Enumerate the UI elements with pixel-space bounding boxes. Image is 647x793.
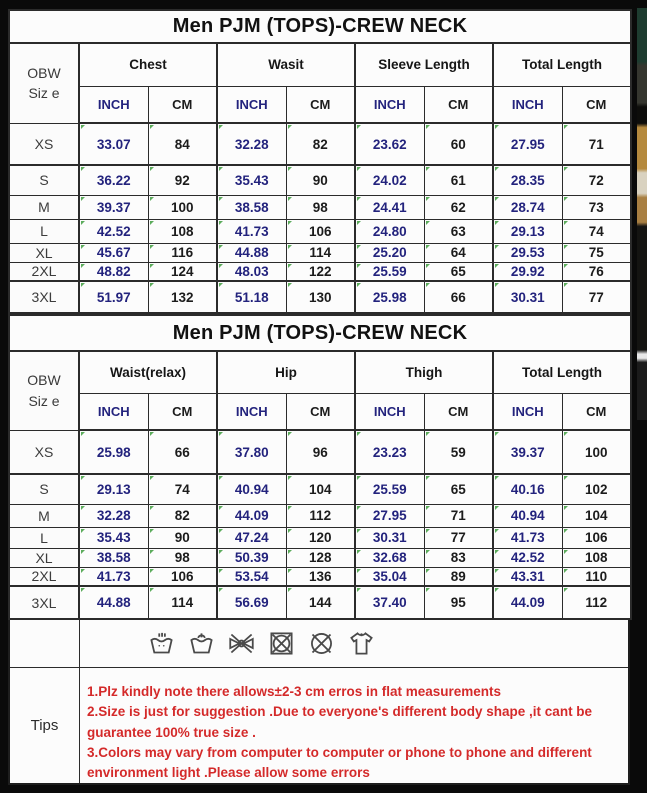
- inch-value-cell: 29.13: [79, 474, 148, 504]
- cm-value-cell: 60: [424, 123, 493, 165]
- cm-value-cell: 132: [148, 281, 217, 313]
- care-row-left-cell: [10, 620, 80, 667]
- inch-value-cell: 25.20: [355, 243, 424, 262]
- cm-value-cell: 96: [286, 430, 355, 474]
- unit-header-inch: INCH: [355, 393, 424, 430]
- table-row: [9, 586, 631, 619]
- size-cell: M: [9, 504, 79, 527]
- cm-value-cell: 72: [562, 165, 631, 195]
- unit-header-inch: INCH: [79, 86, 148, 123]
- cm-value-cell: 114: [148, 586, 217, 619]
- inch-value-cell: 41.73: [217, 219, 286, 243]
- inch-value-cell: 28.74: [493, 195, 562, 219]
- tips-label: Tips: [10, 668, 80, 783]
- inch-value-cell: 42.52: [79, 219, 148, 243]
- cm-value-cell: 114: [286, 243, 355, 262]
- unit-header-cm: CM: [424, 393, 493, 430]
- cm-value-cell: 112: [286, 504, 355, 527]
- inch-value-cell: 35.43: [79, 527, 148, 548]
- unit-header-cm: CM: [286, 393, 355, 430]
- inch-value-cell: 29.13: [493, 219, 562, 243]
- size-chart-sheet: [8, 9, 630, 780]
- table-row: [9, 195, 631, 219]
- inch-value-cell: 25.98: [355, 281, 424, 313]
- inch-value-cell: 40.94: [217, 474, 286, 504]
- tips-text: [80, 668, 628, 783]
- corner-size-label: [9, 43, 79, 123]
- inch-value-cell: 50.39: [217, 548, 286, 567]
- unit-header-inch: INCH: [493, 86, 562, 123]
- group-header-thigh: Thigh: [355, 351, 493, 393]
- group-header-row: [9, 351, 631, 393]
- inch-value-cell: 25.59: [355, 474, 424, 504]
- inch-value-cell: 38.58: [79, 548, 148, 567]
- cm-value-cell: 116: [148, 243, 217, 262]
- inch-value-cell: 25.59: [355, 262, 424, 281]
- cm-value-cell: 106: [148, 567, 217, 586]
- inch-value-cell: 42.52: [493, 548, 562, 567]
- inch-value-cell: 23.62: [355, 123, 424, 165]
- size-cell: XL: [9, 243, 79, 262]
- cm-value-cell: 76: [562, 262, 631, 281]
- inch-value-cell: 27.95: [493, 123, 562, 165]
- title-row: [9, 10, 631, 43]
- table-row: [9, 527, 631, 548]
- inch-value-cell: 44.88: [79, 586, 148, 619]
- unit-header-cm: CM: [286, 86, 355, 123]
- size-cell: 3XL: [9, 281, 79, 313]
- unit-header-cm: CM: [148, 86, 217, 123]
- corner-size-label: [9, 351, 79, 430]
- group-header-total-length: Total Length: [493, 351, 631, 393]
- cm-value-cell: 90: [148, 527, 217, 548]
- size-cell: XS: [9, 430, 79, 474]
- cm-value-cell: 62: [424, 195, 493, 219]
- tip-line-2: 2.Size is just for suggestion .Due to everyone's different body shape ,it cant be guarantee 100% true size .: [87, 704, 593, 740]
- do-not-dry-clean-icon: [308, 630, 335, 657]
- size-cell: XL: [9, 548, 79, 567]
- inch-value-cell: 56.69: [217, 586, 286, 619]
- table-row: [9, 504, 631, 527]
- group-header-sleeve-length: Sleeve Length: [355, 43, 493, 86]
- inch-value-cell: 36.22: [79, 165, 148, 195]
- wash-by-hand-icon: [188, 630, 215, 657]
- cm-value-cell: 61: [424, 165, 493, 195]
- size-table-tops-upper: [8, 9, 632, 314]
- inch-value-cell: 37.80: [217, 430, 286, 474]
- size-cell: L: [9, 219, 79, 243]
- size-cell: 2XL: [9, 262, 79, 281]
- table-row: [9, 548, 631, 567]
- corner-line-2: Siz e: [28, 85, 60, 102]
- inch-value-cell: 37.40: [355, 586, 424, 619]
- cm-value-cell: 59: [424, 430, 493, 474]
- cm-value-cell: 108: [562, 548, 631, 567]
- cm-value-cell: 63: [424, 219, 493, 243]
- cm-value-cell: 108: [148, 219, 217, 243]
- cm-value-cell: 83: [424, 548, 493, 567]
- cm-value-cell: 77: [562, 281, 631, 313]
- cm-value-cell: 130: [286, 281, 355, 313]
- unit-header-inch: INCH: [79, 393, 148, 430]
- inch-value-cell: 39.37: [493, 430, 562, 474]
- photo-edge-strip: [637, 8, 647, 420]
- cm-value-cell: 128: [286, 548, 355, 567]
- cm-value-cell: 104: [562, 504, 631, 527]
- inch-value-cell: 24.02: [355, 165, 424, 195]
- care-symbols: [80, 620, 628, 667]
- inch-value-cell: 44.09: [493, 586, 562, 619]
- inch-value-cell: 45.67: [79, 243, 148, 262]
- unit-header-cm: CM: [148, 393, 217, 430]
- unit-header-cm: CM: [562, 86, 631, 123]
- group-header-chest: Chest: [79, 43, 217, 86]
- unit-header-row: [9, 86, 631, 123]
- inch-value-cell: 35.04: [355, 567, 424, 586]
- cm-value-cell: 75: [562, 243, 631, 262]
- inch-value-cell: 41.73: [79, 567, 148, 586]
- inch-value-cell: 29.53: [493, 243, 562, 262]
- cm-value-cell: 122: [286, 262, 355, 281]
- inch-value-cell: 53.54: [217, 567, 286, 586]
- cm-value-cell: 92: [148, 165, 217, 195]
- inch-value-cell: 33.07: [79, 123, 148, 165]
- cm-value-cell: 98: [148, 548, 217, 567]
- cm-value-cell: 82: [148, 504, 217, 527]
- cm-value-cell: 136: [286, 567, 355, 586]
- inch-value-cell: 40.16: [493, 474, 562, 504]
- corner-line-2: Siz e: [28, 392, 60, 409]
- tip-line-3: 3.Colors may vary from computer to computer or phone to phone and different environment light .Please allow some errors: [87, 744, 592, 780]
- do-not-wring-icon: [228, 630, 255, 657]
- title-row: [9, 315, 631, 351]
- cm-value-cell: 95: [424, 586, 493, 619]
- care-symbols-row: [10, 620, 628, 668]
- inch-value-cell: 32.68: [355, 548, 424, 567]
- cm-value-cell: 112: [562, 586, 631, 619]
- inch-value-cell: 38.58: [217, 195, 286, 219]
- table-row: [9, 219, 631, 243]
- group-header-row: [9, 43, 631, 86]
- cm-value-cell: 82: [286, 123, 355, 165]
- inch-value-cell: 51.18: [217, 281, 286, 313]
- cm-value-cell: 100: [148, 195, 217, 219]
- cm-value-cell: 102: [562, 474, 631, 504]
- cm-value-cell: 106: [562, 527, 631, 548]
- cm-value-cell: 89: [424, 567, 493, 586]
- inch-value-cell: 32.28: [217, 123, 286, 165]
- size-cell: L: [9, 527, 79, 548]
- cm-value-cell: 66: [148, 430, 217, 474]
- cm-value-cell: 104: [286, 474, 355, 504]
- cm-value-cell: 100: [562, 430, 631, 474]
- cm-value-cell: 73: [562, 195, 631, 219]
- inch-value-cell: 32.28: [79, 504, 148, 527]
- size-cell: 2XL: [9, 567, 79, 586]
- corner-line-1: OBW: [27, 372, 61, 389]
- cm-value-cell: 120: [286, 527, 355, 548]
- care-and-tips-section: [8, 620, 630, 785]
- unit-header-cm: CM: [424, 86, 493, 123]
- inch-value-cell: 48.03: [217, 262, 286, 281]
- tips-row: [10, 668, 628, 783]
- group-header-waist-relax: Waist(relax): [79, 351, 217, 393]
- unit-header-inch: INCH: [217, 393, 286, 430]
- inch-value-cell: 30.31: [493, 281, 562, 313]
- table-row: [9, 123, 631, 165]
- cm-value-cell: 74: [148, 474, 217, 504]
- table-title: Men PJM (TOPS)-CREW NECK: [9, 10, 631, 43]
- group-header-hip: Hip: [217, 351, 355, 393]
- table-row: [9, 567, 631, 586]
- size-cell: 3XL: [9, 586, 79, 619]
- size-cell: S: [9, 474, 79, 504]
- hand-wash-icon: [148, 630, 175, 657]
- table-row: [9, 243, 631, 262]
- cm-value-cell: 71: [562, 123, 631, 165]
- group-header-total-length: Total Length: [493, 43, 631, 86]
- cm-value-cell: 90: [286, 165, 355, 195]
- cm-value-cell: 84: [148, 123, 217, 165]
- inch-value-cell: 43.31: [493, 567, 562, 586]
- cm-value-cell: 74: [562, 219, 631, 243]
- inch-value-cell: 35.43: [217, 165, 286, 195]
- tip-line-1: 1.Plz kindly note there allows±2-3 cm erros in flat measurements: [87, 684, 502, 699]
- unit-header-row: [9, 393, 631, 430]
- cm-value-cell: 71: [424, 504, 493, 527]
- cm-value-cell: 124: [148, 262, 217, 281]
- cm-value-cell: 66: [424, 281, 493, 313]
- inch-value-cell: 51.97: [79, 281, 148, 313]
- inch-value-cell: 30.31: [355, 527, 424, 548]
- unit-header-cm: CM: [562, 393, 631, 430]
- table-title: Men PJM (TOPS)-CREW NECK: [9, 315, 631, 351]
- cm-value-cell: 65: [424, 474, 493, 504]
- table-row: [9, 281, 631, 313]
- drip-dry-shirt-icon: [348, 630, 375, 657]
- cm-value-cell: 98: [286, 195, 355, 219]
- unit-header-inch: INCH: [355, 86, 424, 123]
- cm-value-cell: 64: [424, 243, 493, 262]
- inch-value-cell: 29.92: [493, 262, 562, 281]
- size-cell: M: [9, 195, 79, 219]
- inch-value-cell: 25.98: [79, 430, 148, 474]
- cm-value-cell: 77: [424, 527, 493, 548]
- inch-value-cell: 44.09: [217, 504, 286, 527]
- inch-value-cell: 24.41: [355, 195, 424, 219]
- inch-value-cell: 41.73: [493, 527, 562, 548]
- cm-value-cell: 106: [286, 219, 355, 243]
- cm-value-cell: 110: [562, 567, 631, 586]
- inch-value-cell: 44.88: [217, 243, 286, 262]
- inch-value-cell: 47.24: [217, 527, 286, 548]
- size-cell: S: [9, 165, 79, 195]
- inch-value-cell: 28.35: [493, 165, 562, 195]
- inch-value-cell: 24.80: [355, 219, 424, 243]
- inch-value-cell: 39.37: [79, 195, 148, 219]
- cm-value-cell: 65: [424, 262, 493, 281]
- table-row: [9, 262, 631, 281]
- inch-value-cell: 40.94: [493, 504, 562, 527]
- cm-value-cell: 144: [286, 586, 355, 619]
- unit-header-inch: INCH: [493, 393, 562, 430]
- table-row: [9, 430, 631, 474]
- corner-line-1: OBW: [27, 64, 61, 81]
- size-cell: XS: [9, 123, 79, 165]
- table-row: [9, 474, 631, 504]
- inch-value-cell: 23.23: [355, 430, 424, 474]
- unit-header-inch: INCH: [217, 86, 286, 123]
- do-not-tumble-dry-icon: [268, 630, 295, 657]
- table-row: [9, 165, 631, 195]
- size-table-tops-lower: [8, 314, 632, 620]
- inch-value-cell: 48.82: [79, 262, 148, 281]
- group-header-waist: Wasit: [217, 43, 355, 86]
- inch-value-cell: 27.95: [355, 504, 424, 527]
